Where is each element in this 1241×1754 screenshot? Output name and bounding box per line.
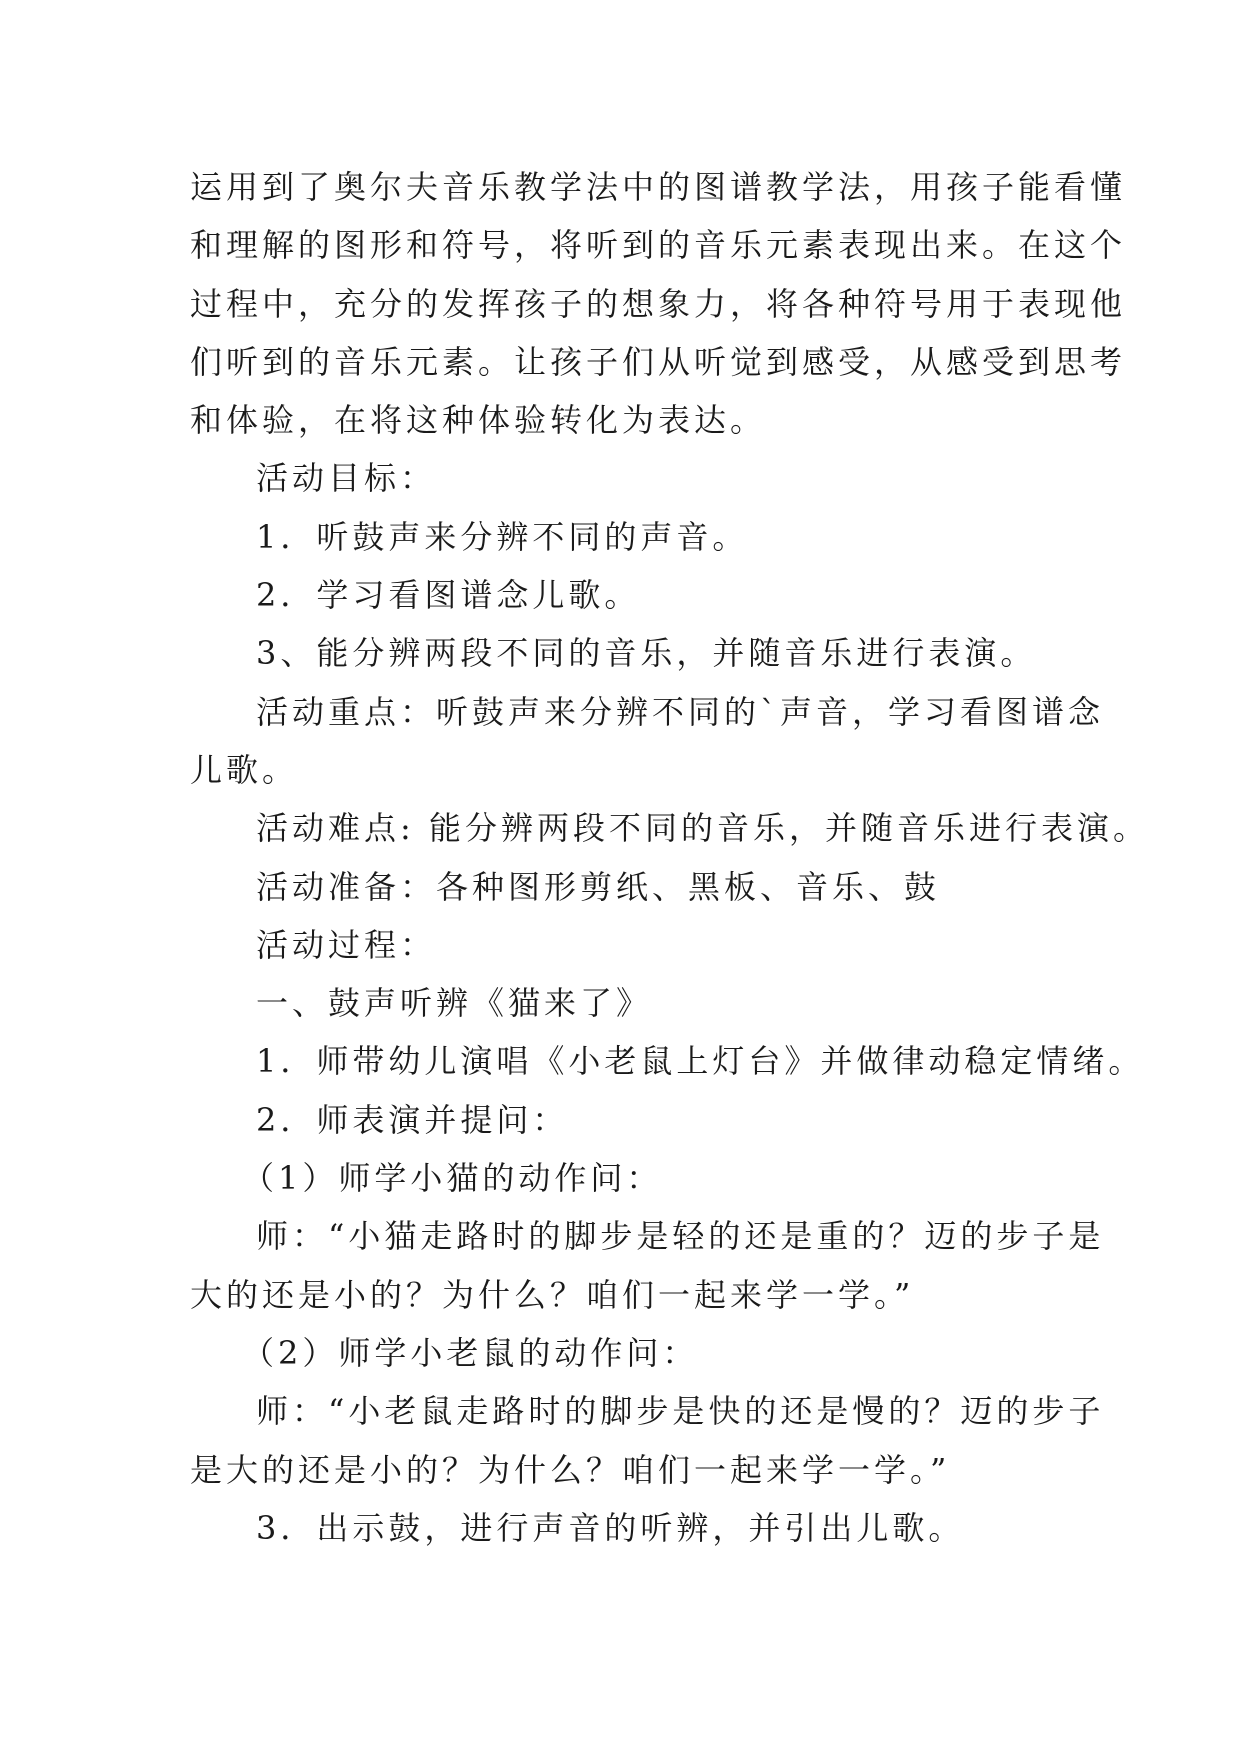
process-step-heading: 一、鼓声听辨《猫来了》 — [256, 984, 653, 1023]
goal-item: 1．听鼓声来分辨不同的声音。 — [256, 517, 749, 556]
paragraph-line: 过程中，充分的发挥孩子的想象力，将各种符号用于表现他 — [190, 284, 1127, 323]
teacher-quote-line-continued: 是大的还是小的？为什么？咱们一起来学一学。” — [190, 1450, 951, 1489]
teacher-quote-line-continued: 大的还是小的？为什么？咱们一起来学一学。” — [190, 1275, 915, 1314]
difficulty-line: 活动难点: 能分辨两段不同的音乐，并随音乐进行表演。 — [256, 809, 1149, 848]
process-step: 2．师表演并提问： — [256, 1100, 569, 1139]
paragraph-line: 和理解的图形和符号，将听到的音乐元素表现出来。在这个 — [190, 226, 1127, 265]
key-point-line: 活动重点：听鼓声来分辨不同的`声音，学习看图谱念 — [256, 692, 1105, 731]
process-substep: （2）师学小老鼠的动作问： — [242, 1333, 699, 1372]
teacher-quote-line: 师：“小猫走路时的脚步是轻的还是重的？迈的步子是 — [256, 1217, 1105, 1256]
paragraph-line: 运用到了奥尔夫音乐教学法中的图谱教学法，用孩子能看懂 — [190, 168, 1127, 206]
process-step: 3．出示鼓，进行声音的听辨，并引出儿歌。 — [256, 1508, 965, 1547]
document-body — [190, 158, 1149, 1557]
key-point-line-continued: 儿歌。 — [190, 750, 299, 789]
paragraph-line: 们听到的音乐元素。让孩子们从听觉到感受，从感受到思考 — [190, 342, 1127, 381]
goal-item: 3、能分辨两段不同的音乐，并随音乐进行表演。 — [256, 634, 1037, 673]
preparation-line: 活动准备：各种图形剪纸、黑板、音乐、鼓 — [256, 867, 941, 906]
paragraph-line: 和体验，在将这种体验转化为表达。 — [190, 401, 767, 440]
section-heading-process: 活动过程： — [256, 925, 437, 964]
process-substep: （1）师学小猫的动作问： — [242, 1159, 663, 1198]
process-step: 1．师带幼儿演唱《小老鼠上灯台》并做律动稳定情绪。 — [256, 1042, 1145, 1081]
goal-item: 2．学习看图谱念儿歌。 — [256, 576, 641, 615]
teacher-quote-line: 师：“小老鼠走路时的脚步是快的还是慢的？迈的步子 — [256, 1392, 1105, 1431]
section-heading-goals: 活动目标： — [256, 459, 437, 498]
